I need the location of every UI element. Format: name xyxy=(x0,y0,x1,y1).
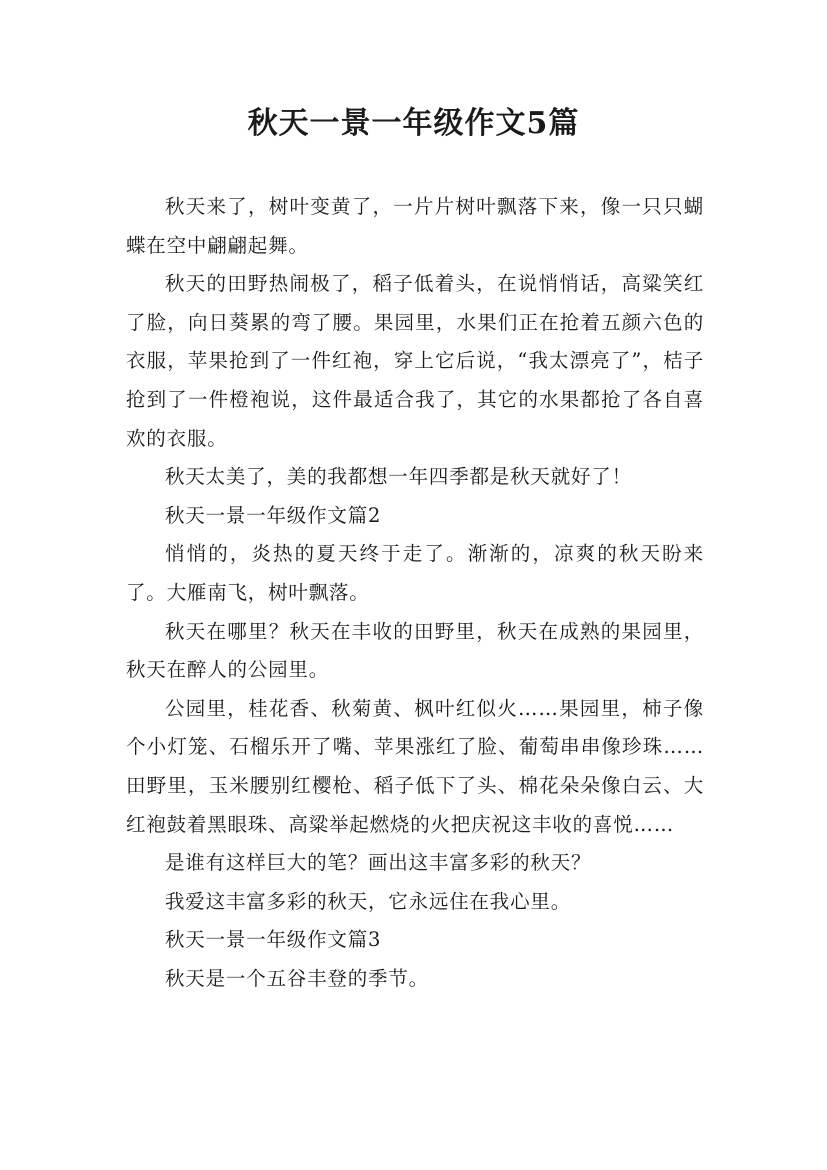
paragraph: 我爱这丰富多彩的秋天，它永远住在我心里。 xyxy=(165,889,572,913)
section-heading: 秋天一景一年级作文篇3 xyxy=(165,928,382,952)
section-heading: 秋天一景一年级作文篇2 xyxy=(165,503,382,527)
paragraph: 秋天太美了，美的我都想一年四季都是秋天就好了！ xyxy=(165,465,632,489)
document-title: 秋天一景一年级作文5篇 xyxy=(247,106,580,141)
paragraph: 秋天在哪里？秋天在丰收的田野里，秋天在成熟的果园里，秋天在醉人的公园里。 xyxy=(126,619,704,682)
document-body xyxy=(126,188,704,998)
paragraph: 秋天的田野热闹极了，稻子低着头，在说悄悄话，高粱笑红了脸，向日葵累的弯了腰。果园里，水果们正在抢着五颜六色的衣服，苹果抢到了一件红袍，穿上它后说，“我太漂亮了”，桔子抢到了一件橙袍说，这件最适合我了，其它的水果都抢了各自喜欢的衣服。 xyxy=(126,272,704,450)
paragraph: 秋天来了，树叶变黄了，一片片树叶飘落下来，像一只只蝴蝶在空中翩翩起舞。 xyxy=(126,195,704,257)
paragraph: 秋天是一个五谷丰登的季节。 xyxy=(165,966,429,990)
paragraph: 公园里，桂花香、秋菊黄、枫叶红似火……果园里，柿子像个小灯笼、石榴乐开了嘴、苹果涨红了脸、葡萄串串像珍珠……田野里，玉米腰别红樱枪、稻子低下了头、棉花朵朵像白云、大红袍鼓着黑眼珠、高粱举起燃烧的火把庆祝这丰收的喜悦…… xyxy=(126,696,704,836)
paragraph: 悄悄的，炎热的夏天终于走了。渐渐的，凉爽的秋天盼来了。大雁南飞，树叶飘落。 xyxy=(126,542,704,604)
paragraph: 是谁有这样巨大的笔？画出这丰富多彩的秋天？ xyxy=(165,851,592,875)
